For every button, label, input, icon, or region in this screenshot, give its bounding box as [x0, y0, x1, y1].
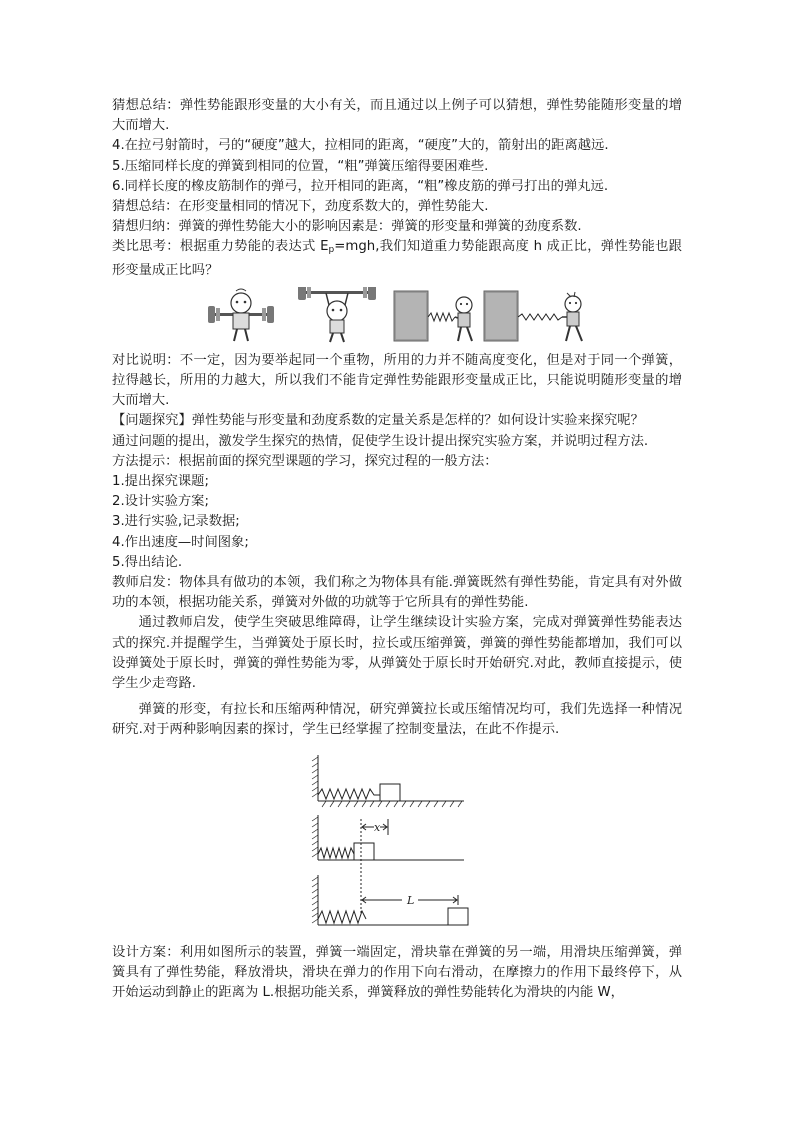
paragraph-item-5: 5.压缩同样长度的弹簧到相同的位置，“粗”弹簧压缩得要困难些.	[112, 158, 489, 174]
diagram-panel-released	[312, 835, 468, 925]
paragraph-item-6: 6.同样长度的橡皮筋制作的弹弓，拉开相同的距离，“粗”橡皮筋的弹弓打出的弹丸远.	[112, 178, 609, 194]
list-item-2: 2.设计实验方案;	[112, 494, 209, 510]
paragraph-analogy	[112, 237, 682, 280]
list-item-5: 5.得出结论.	[112, 554, 183, 570]
paragraph-problem-inquiry: 【问题探究】弹性势能与形变量和劲度系数的定量关系是怎样的？如何设计实验来探究呢？	[112, 413, 644, 429]
paragraph-guess-summary-2: 猜想总结：在形变量相同的情况下，劲度系数大的，弹性势能大.	[112, 199, 489, 215]
cartoon-illustration-svg	[112, 287, 682, 343]
label-x: x	[374, 820, 381, 834]
document-page	[112, 96, 682, 1003]
paragraph-contrast: 对比说明：不一定，因为要举起同一个重物，所用的力并不随高度变化，但是对于同一个弹簧，拉得越长，所用的力越大，所以我们不能肯定弹性势能跟形变量成正比，只能说明随形变量的增大而增大.	[112, 352, 682, 409]
weightlifter-low-figure	[208, 289, 274, 341]
spring-pull-long-figure	[484, 291, 582, 341]
analogy-text-after: =mgh,我们知道重力势能跟高度 h 成正比，弹性势能也跟形变量成正比吗？	[112, 239, 682, 278]
cartoon-illustration	[112, 287, 682, 343]
list-item-3: 3.进行实验,记录数据;	[112, 514, 240, 530]
spring-pull-short-figure	[394, 291, 472, 341]
paragraph-teacher-hint: 教师启发：物体具有做功的本领，我们称之为物体具有能.弹簧既然有弹性势能，肯定具有对外做功的本领，根据功能关系，弹簧对外做的功就等于它所具有的弹性势能.	[112, 575, 682, 611]
list-item-4: 4.作出速度—时间图象;	[112, 534, 249, 550]
paragraph-spring-deformation: 弹簧的形变，有拉长和压缩两种情况，研究弹簧拉长或压缩情况均可，我们先选择一种情况研究.对于两种影响因素的探讨，学生已经掌握了控制变量法，在此不作提示.	[112, 702, 682, 738]
weightlifter-high-figure	[298, 287, 376, 342]
paragraph-method-hint: 方法提示：根据前面的探究型课题的学习，探究过程的一般方法：	[112, 453, 498, 469]
paragraph-guess-induction: 猜想归纳：弹簧的弹性势能大小的影响因素是：弹簧的形变量和弹簧的劲度系数.	[112, 219, 582, 235]
spring-diagram-svg	[112, 753, 682, 933]
paragraph-teacher-guidance: 通过教师启发，使学生突破思维障碍，让学生继续设计实验方案，完成对弹簧弹性势能表达式的探究.并提醒学生，当弹簧处于原长时，拉长或压缩弹簧，弹簧的弹性势能都增加，我们可以设弹簧处于原长时，弹簧的弹性势能为零，从弹簧处于原长时开始研究.对此，教师直接提示，使学生少走弯路.	[112, 615, 682, 692]
list-item-1: 1.提出探究课题;	[112, 474, 209, 490]
analogy-subscript: p	[328, 245, 335, 256]
paragraph-stimulate: 通过问题的提出，激发学生探究的热情，促使学生设计提出探究实验方案，并说明过程方法.	[112, 433, 649, 449]
diagram-panel-original-length	[312, 755, 464, 807]
analogy-text-before: 类比思考：根据重力势能的表达式 E	[112, 239, 329, 255]
spring-experiment-diagram	[112, 753, 682, 933]
paragraph-design-plan: 设计方案：利用如图所示的装置，弹簧一端固定，滑块靠在弹簧的另一端，用滑块压缩弹簧，弹簧具有了弹性势能，释放滑块，滑块在弹力的作用下向右滑动，在摩擦力的作用下最终停下，从开始运动到静止的距离为 L.根据功能关系，弹簧释放的弹性势能转化为滑块的内能 W，	[112, 944, 682, 1001]
diagram-panel-compressed	[312, 815, 464, 860]
label-L: L	[407, 893, 415, 907]
paragraph-guess-summary-1: 猜想总结：弹性势能跟形变量的大小有关，而且通过以上例子可以猜想，弹性势能随形变量的增大而增大.	[112, 98, 682, 134]
paragraph-item-4: 4.在拉弓射箭时，弓的“硬度”越大，拉相同的距离，“硬度”大的，箭射出的距离越远.	[112, 138, 609, 154]
